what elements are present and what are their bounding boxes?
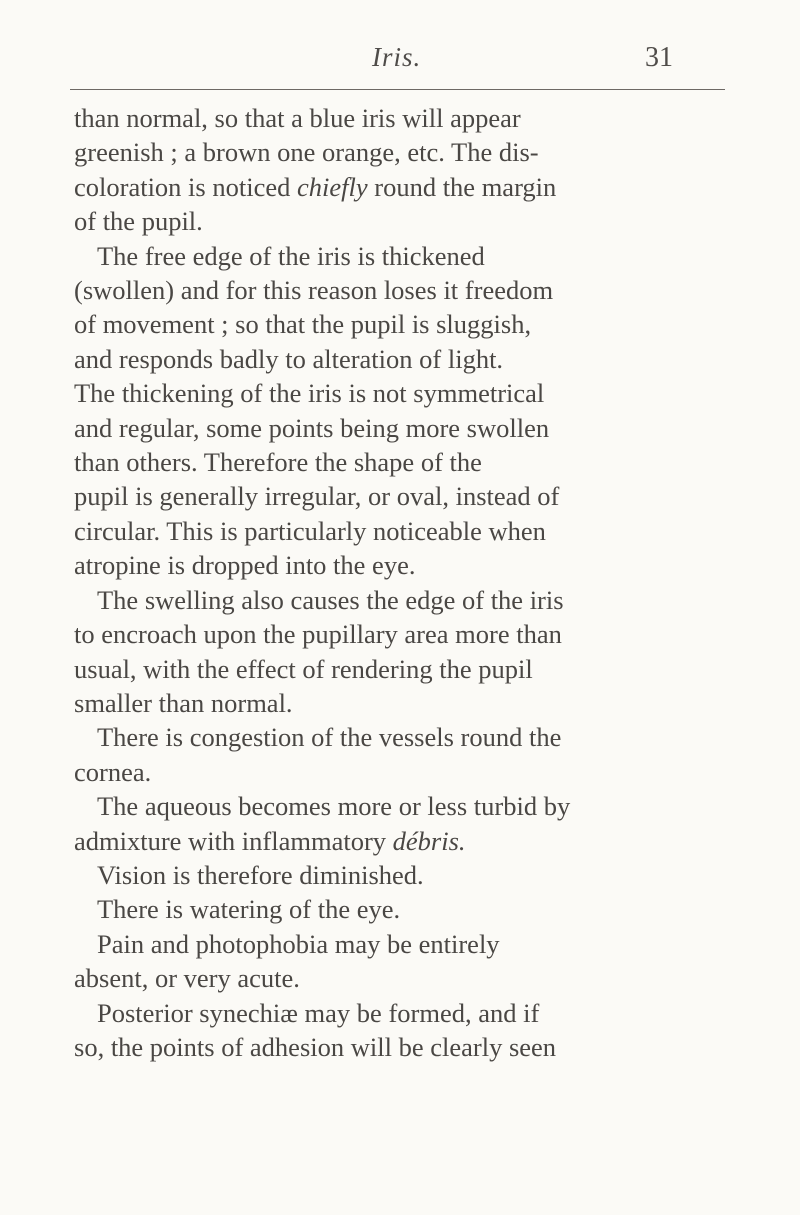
text-run: Vision is therefore diminished. <box>97 859 424 890</box>
text-run: so, the points of adhesion will be clearly seen <box>74 1031 557 1062</box>
text-line <box>74 376 734 410</box>
text-run: Pain and photophobia may be entirely <box>97 928 500 959</box>
text-line <box>74 239 734 273</box>
text-line <box>74 445 734 479</box>
running-title: Iris. <box>372 42 422 72</box>
text-line <box>74 996 734 1030</box>
text-line <box>74 307 734 341</box>
text-line <box>74 617 734 651</box>
text-line <box>74 170 734 204</box>
text-run: and regular, some points being more swollen <box>74 412 550 443</box>
text-run: There is congestion of the vessels round the <box>97 722 562 753</box>
text-line <box>74 583 734 617</box>
text-run: greenish ; a brown one orange, etc. The dis- <box>74 137 539 168</box>
text-run: and responds badly to alteration of light. <box>74 343 504 374</box>
text-line <box>74 548 734 582</box>
text-run: There is watering of the eye. <box>97 894 401 925</box>
text-line <box>74 342 734 376</box>
text-line <box>74 652 734 686</box>
text-run: The aqueous becomes more or less turbid by <box>97 791 571 822</box>
text-run: admixture with inflammatory <box>74 825 393 856</box>
page-number: 31 <box>645 42 673 73</box>
italic-run: débris. <box>392 825 466 856</box>
text-line <box>74 135 734 169</box>
text-run: (swollen) and for this reason loses it freedom <box>74 275 554 306</box>
text-run: pupil is generally irregular, or oval, instead of <box>74 481 560 512</box>
text-line <box>74 720 734 754</box>
text-line <box>74 789 734 823</box>
text-run: round the margin <box>367 171 557 202</box>
text-line <box>74 824 734 858</box>
text-line <box>74 514 734 548</box>
text-run: absent, or very acute. <box>74 963 300 994</box>
text-line <box>74 411 734 445</box>
text-line <box>74 892 734 926</box>
text-run: The thickening of the iris is not symmetrical <box>74 378 545 409</box>
running-head <box>68 36 728 86</box>
header-rule <box>70 89 725 90</box>
text-line <box>74 927 734 961</box>
text-run: of the pupil. <box>74 206 203 237</box>
text-run: Posterior synechiæ may be formed, and if <box>97 997 540 1028</box>
text-line <box>74 858 734 892</box>
text-run: coloration is noticed <box>74 171 297 202</box>
text-run: The swelling also causes the edge of the iris <box>97 584 564 615</box>
text-line <box>74 479 734 513</box>
text-run: smaller than normal. <box>74 687 293 718</box>
text-line <box>74 101 734 135</box>
text-run: usual, with the effect of rendering the pupil <box>74 653 533 684</box>
text-line <box>74 686 734 720</box>
text-run: to encroach upon the pupillary area more than <box>74 619 562 650</box>
italic-run: chiefly <box>297 171 368 202</box>
text-line <box>74 755 734 789</box>
text-run: The free edge of the iris is thickened <box>97 240 485 271</box>
text-line <box>74 204 734 238</box>
text-line <box>74 1030 734 1064</box>
text-line <box>74 273 734 307</box>
text-run: than others. Therefore the shape of the <box>74 447 482 478</box>
text-run: circular. This is particularly noticeable when <box>74 515 546 546</box>
text-run: atropine is dropped into the eye. <box>74 550 416 581</box>
text-run: of movement ; so that the pupil is sluggish, <box>74 309 532 340</box>
text-line <box>74 961 734 995</box>
body-text <box>74 101 734 1064</box>
text-run: than normal, so that a blue iris will appear <box>74 103 521 133</box>
text-run: cornea. <box>74 756 152 787</box>
